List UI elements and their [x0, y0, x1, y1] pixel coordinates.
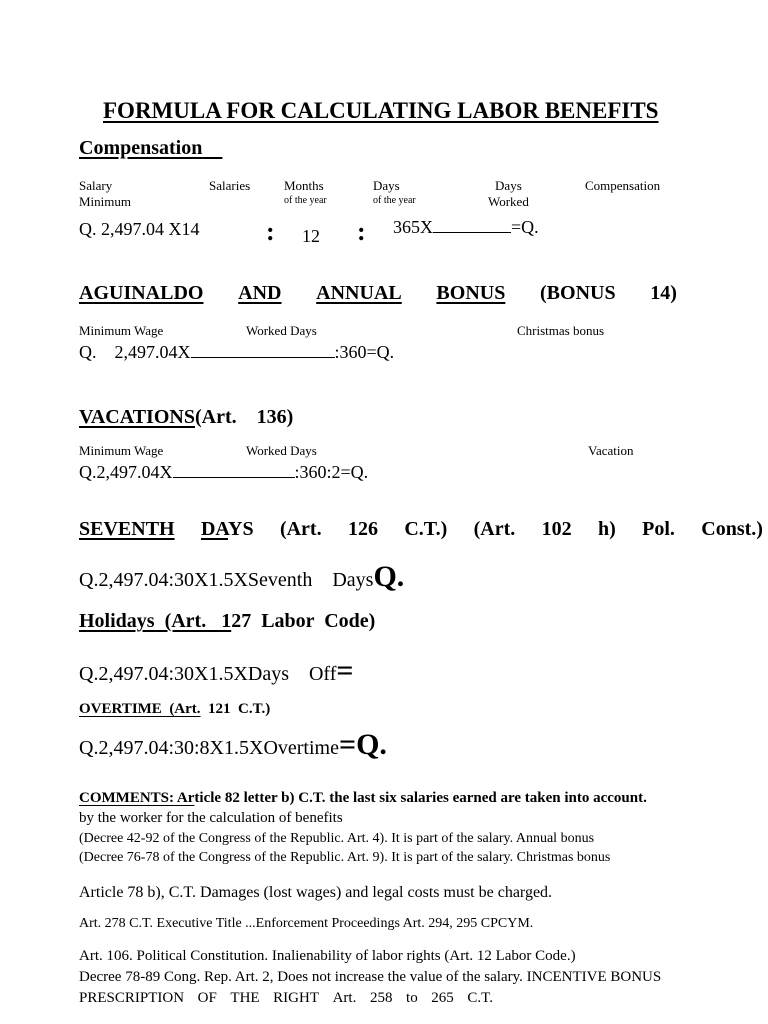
compensation-formula-right: 365X =Q. [393, 217, 539, 237]
months-label: Months of the year [284, 178, 327, 206]
days-worked-label: Days Worked [488, 178, 529, 209]
aguinaldo-formula: Q. 2,497.04X :360=Q. [79, 342, 395, 362]
christmas-bonus-label: Christmas bonus [517, 323, 605, 338]
seventh-days-formula: Q.2,497.04:30X1.5XSeventh DaysQ. [79, 560, 405, 593]
compensation-label: Compensation [585, 178, 661, 193]
page-title: FORMULA FOR CALCULATING LABOR BENEFITS [103, 98, 659, 123]
compensation-heading: Compensation [79, 137, 203, 159]
overtime-formula: Q.2,497.04:30:8X1.5XOvertime=Q. [79, 728, 387, 761]
days-year-label: Days of the year [373, 178, 416, 206]
colon-1: : [266, 217, 275, 246]
colon-2: : [357, 217, 366, 246]
seventh-days-heading: SEVENTH DAYS (Art. 126 C.T.) (Art. 102 h) Pol. Const.) [79, 518, 763, 540]
comments-line-4: (Decree 76-78 of the Congress of the Republic. Art. 9). It is part of the salary. Christmas bonus [79, 850, 611, 865]
holidays-formula: Q.2,497.04:30X1.5XDays Off= [79, 654, 354, 687]
comments-line-6: Art. 278 C.T. Executive Title ...Enforcement Proceedings Art. 294, 295 CPCYM. [79, 916, 534, 931]
months-value: 12 [302, 226, 320, 246]
overtime-heading: OVERTIME (Art. 121 C.T.) [79, 701, 271, 717]
vacations-min-wage-label: Minimum Wage [79, 443, 164, 458]
compensation-formula-left: Q. 2,497.04 X14 [79, 219, 200, 239]
salary-label: Salary Minimum [79, 178, 132, 209]
comments-line-8: Decree 78-89 Cong. Rep. Art. 2, Does not increase the value of the salary. INCENTIVE BONUS [79, 969, 662, 985]
comments-line-2: by the worker for the calculation of benefits [79, 810, 343, 826]
comments-line-7: Art. 106. Political Constitution. Inalienability of labor rights (Art. 12 Labor Code.) [79, 948, 576, 964]
comments-line-3: (Decree 42-92 of the Congress of the Republic. Art. 4). It is part of the salary. Annual bonus [79, 831, 595, 846]
holidays-heading: Holidays (Art. 127 Labor Code) [79, 610, 376, 632]
vacations-worked-days-label: Worked Days [246, 443, 317, 458]
vacations-formula: Q.2,497.04X :360:2=Q. [79, 462, 369, 482]
aguinaldo-worked-days-label: Worked Days [246, 323, 317, 338]
comments-line-5: Article 78 b), C.T. Damages (lost wages) and legal costs must be charged. [79, 884, 553, 901]
comments-line-9: PRESCRIPTION OF THE RIGHT Art. 258 to 265 C.T. [79, 990, 493, 1006]
salaries-label: Salaries [209, 178, 251, 193]
vacation-label: Vacation [588, 443, 634, 458]
comments-line-1: COMMENTS: Article 82 letter b) C.T. the last six salaries earned are taken into account. [79, 790, 647, 806]
vacations-heading: VACATIONS(Art. 136) [79, 406, 294, 428]
aguinaldo-heading: AGUINALDO AND ANNUAL BONUS (BONUS 14) [79, 282, 677, 304]
aguinaldo-min-wage-label: Minimum Wage [79, 323, 164, 338]
